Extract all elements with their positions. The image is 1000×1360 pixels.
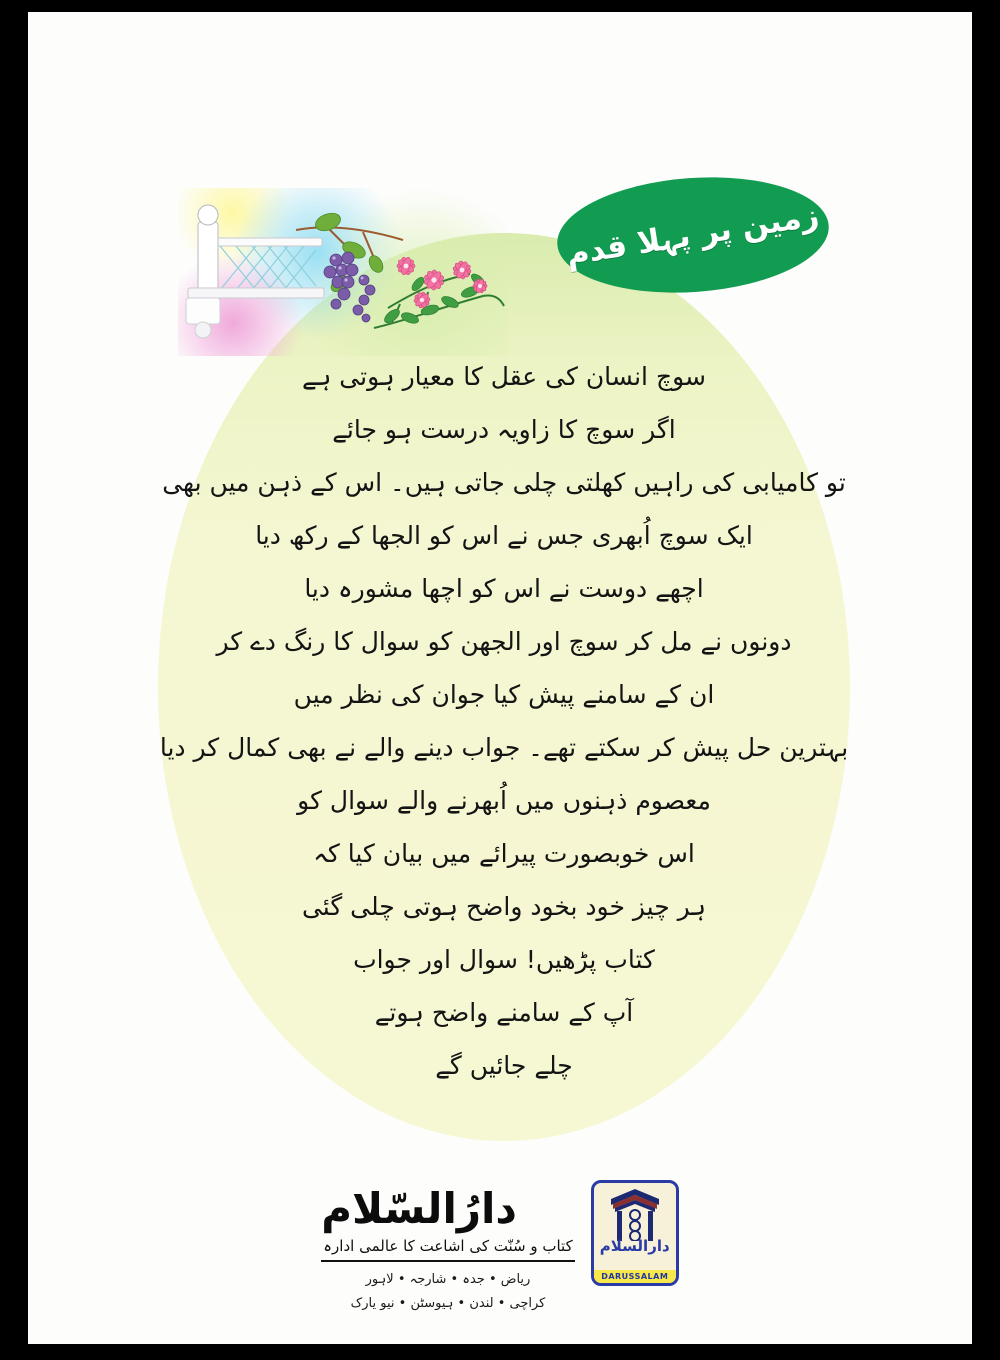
poem-line: آپ کے سامنے واضح ہوتے	[374, 998, 634, 1027]
book-title: زمین پر پہلا قدم	[564, 197, 822, 273]
logo-english-text: DARUSSALAM	[594, 1270, 676, 1283]
publisher-text-block	[321, 1180, 574, 1316]
poem-line: سوچ انسان کی عقل کا معیار ہوتی ہے	[302, 362, 706, 391]
publisher-tagline: کتاب و سُنّت کی اشاعت کا عالمی ادارہ	[321, 1234, 574, 1262]
poem-line: اگر سوچ کا زاویہ درست ہو جائے	[332, 415, 676, 444]
logo-arabic-text: دارالسلام	[599, 1237, 670, 1255]
fence-grapes-flowers-illustration	[178, 188, 508, 356]
quran-book-icon	[599, 1185, 671, 1241]
poem-line: ہر چیز خود بخود واضح ہوتی چلی گئی	[301, 892, 707, 921]
poem-line: اچھے دوست نے اس کو اچھا مشورہ دیا	[304, 574, 704, 603]
poem-line: ایک سوچ اُبھری جس نے اس کو الجھا کے رکھ دیا	[255, 521, 753, 550]
poem-line: چلے جائیں گے	[435, 1051, 573, 1080]
poem-line: کتاب پڑھیں! سوال اور جواب	[353, 945, 655, 974]
poem-block	[158, 350, 850, 1092]
scanned-page	[28, 12, 972, 1344]
poem-line: معصوم ذہنوں میں اُبھرنے والے سوال کو	[297, 786, 711, 815]
poem-line: ان کے سامنے پیش کیا جوان کی نظر میں	[293, 680, 715, 709]
publisher-footer	[28, 1180, 972, 1316]
poem-line: بہترین حل پیش کر سکتے تھے۔ جواب دینے والے نے بھی کمال کر دیا	[159, 733, 849, 762]
poem-line: اس خوبصورت پیرائے میں بیان کیا کہ	[313, 839, 695, 868]
publisher-name: دارُالسّلام	[321, 1184, 517, 1233]
publisher-cities-line1: ریاض • جدہ • شارجہ • لاہور	[365, 1272, 531, 1288]
poem-line: تو کامیابی کی راہیں کھلتی چلی جاتی ہیں۔ اس کے ذہن میں بھی	[162, 468, 846, 497]
darussalam-logo	[591, 1180, 679, 1286]
poem-line: دونوں نے مل کر سوچ اور الجھن کو سوال کا رنگ دے کر	[216, 627, 792, 656]
publisher-cities-line2: کراچی • لندن • ہیوسٹن • نیو یارک	[350, 1296, 546, 1312]
